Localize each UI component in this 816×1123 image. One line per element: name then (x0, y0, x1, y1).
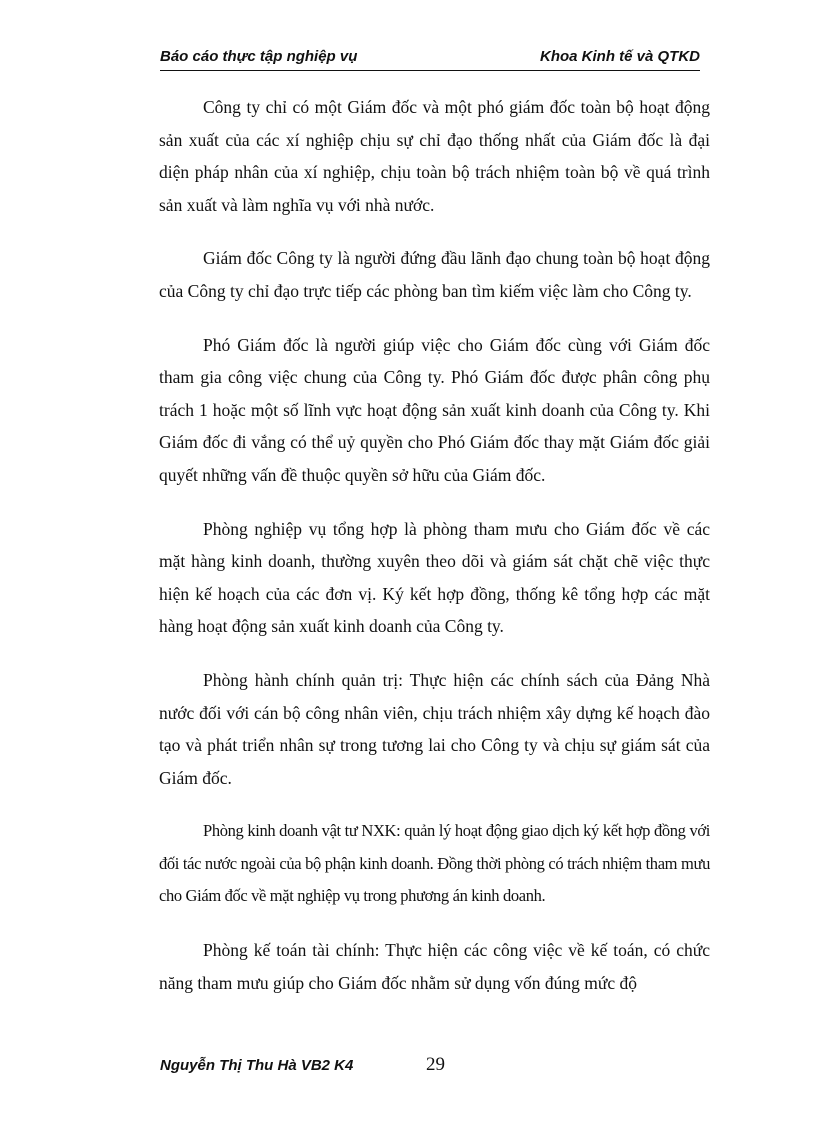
paragraph-business-dept: Phòng kinh doanh vật tư NXK: quản lý hoạt động giao dịch ký kết hợp đồng với đối tác nước ngoài của bộ phận kinh doanh. Đồng thời phòng có trách nhiệm tham mưu cho Giám đốc về mặt nghiệp vụ trong phương án kinh doanh. (159, 821, 710, 906)
page-header (160, 46, 700, 68)
paragraph-company-management: Công ty chỉ có một Giám đốc và một phó giám đốc toàn bộ hoạt động sản xuất của các xí nghiệp chịu sự chỉ đạo thống nhất của Giám đốc là đại diện pháp nhân của xí nghiệp, chịu toàn bộ trách nhiệm toàn bộ về quá trình sản xuất và làm nghĩa vụ với nhà nước. (159, 97, 710, 215)
paragraph-deputy-director: Phó Giám đốc là người giúp việc cho Giám đốc cùng với Giám đốc tham gia công việc chung của Công ty. Phó Giám đốc được phân công phụ trách 1 hoặc một số lĩnh vực hoạt động sản xuất kinh doanh của Công ty. Khi Giám đốc đi vắng có thể uỷ quyền cho Phó Giám đốc thay mặt Giám đốc giải quyết những vấn đề thuộc quyền sở hữu của Giám đốc. (159, 334, 710, 485)
header-divider (160, 70, 700, 71)
report-title: Báo cáo thực tập nghiệp vụ (160, 48, 358, 65)
paragraph-director: Giám đốc Công ty là người đứng đầu lãnh đạo chung toàn bộ hoạt động của Công ty chỉ đạo trực tiếp các phòng ban tìm kiếm việc làm cho Công ty. (159, 248, 710, 301)
paragraph-accounting-dept: Phòng kế toán tài chính: Thực hiện các công việc về kế toán, có chức năng tham mưu giúp cho Giám đốc nhằm sử dụng vốn đúng mức độ (159, 940, 710, 993)
paragraph-general-affairs-dept: Phòng nghiệp vụ tổng hợp là phòng tham mưu cho Giám đốc về các mặt hàng kinh doanh, thường xuyên theo dõi và giám sát chặt chẽ việc thực hiện kế hoạch của các đơn vị. Ký kết hợp đồng, thống kê tổng hợp các mặt hàng hoạt động sản xuất kinh doanh của Công ty. (159, 518, 710, 637)
faculty-name: Khoa Kinh tế và QTKD (539, 48, 700, 65)
author-name: Nguyễn Thị Thu Hà VB2 K4 (160, 1057, 354, 1074)
paragraph-administration-dept: Phòng hành chính quản trị: Thực hiện các chính sách của Đảng Nhà nước đối với cán bộ công nhân viên, chịu trách nhiệm xây dựng kế hoạch đào tạo và phát triển nhân sự trong tương lai cho Công ty và chịu sự giám sát của Giám đốc. (159, 669, 710, 788)
page-footer (160, 1052, 700, 1078)
page-number: 29 (426, 1054, 445, 1075)
body-text (159, 91, 710, 1020)
